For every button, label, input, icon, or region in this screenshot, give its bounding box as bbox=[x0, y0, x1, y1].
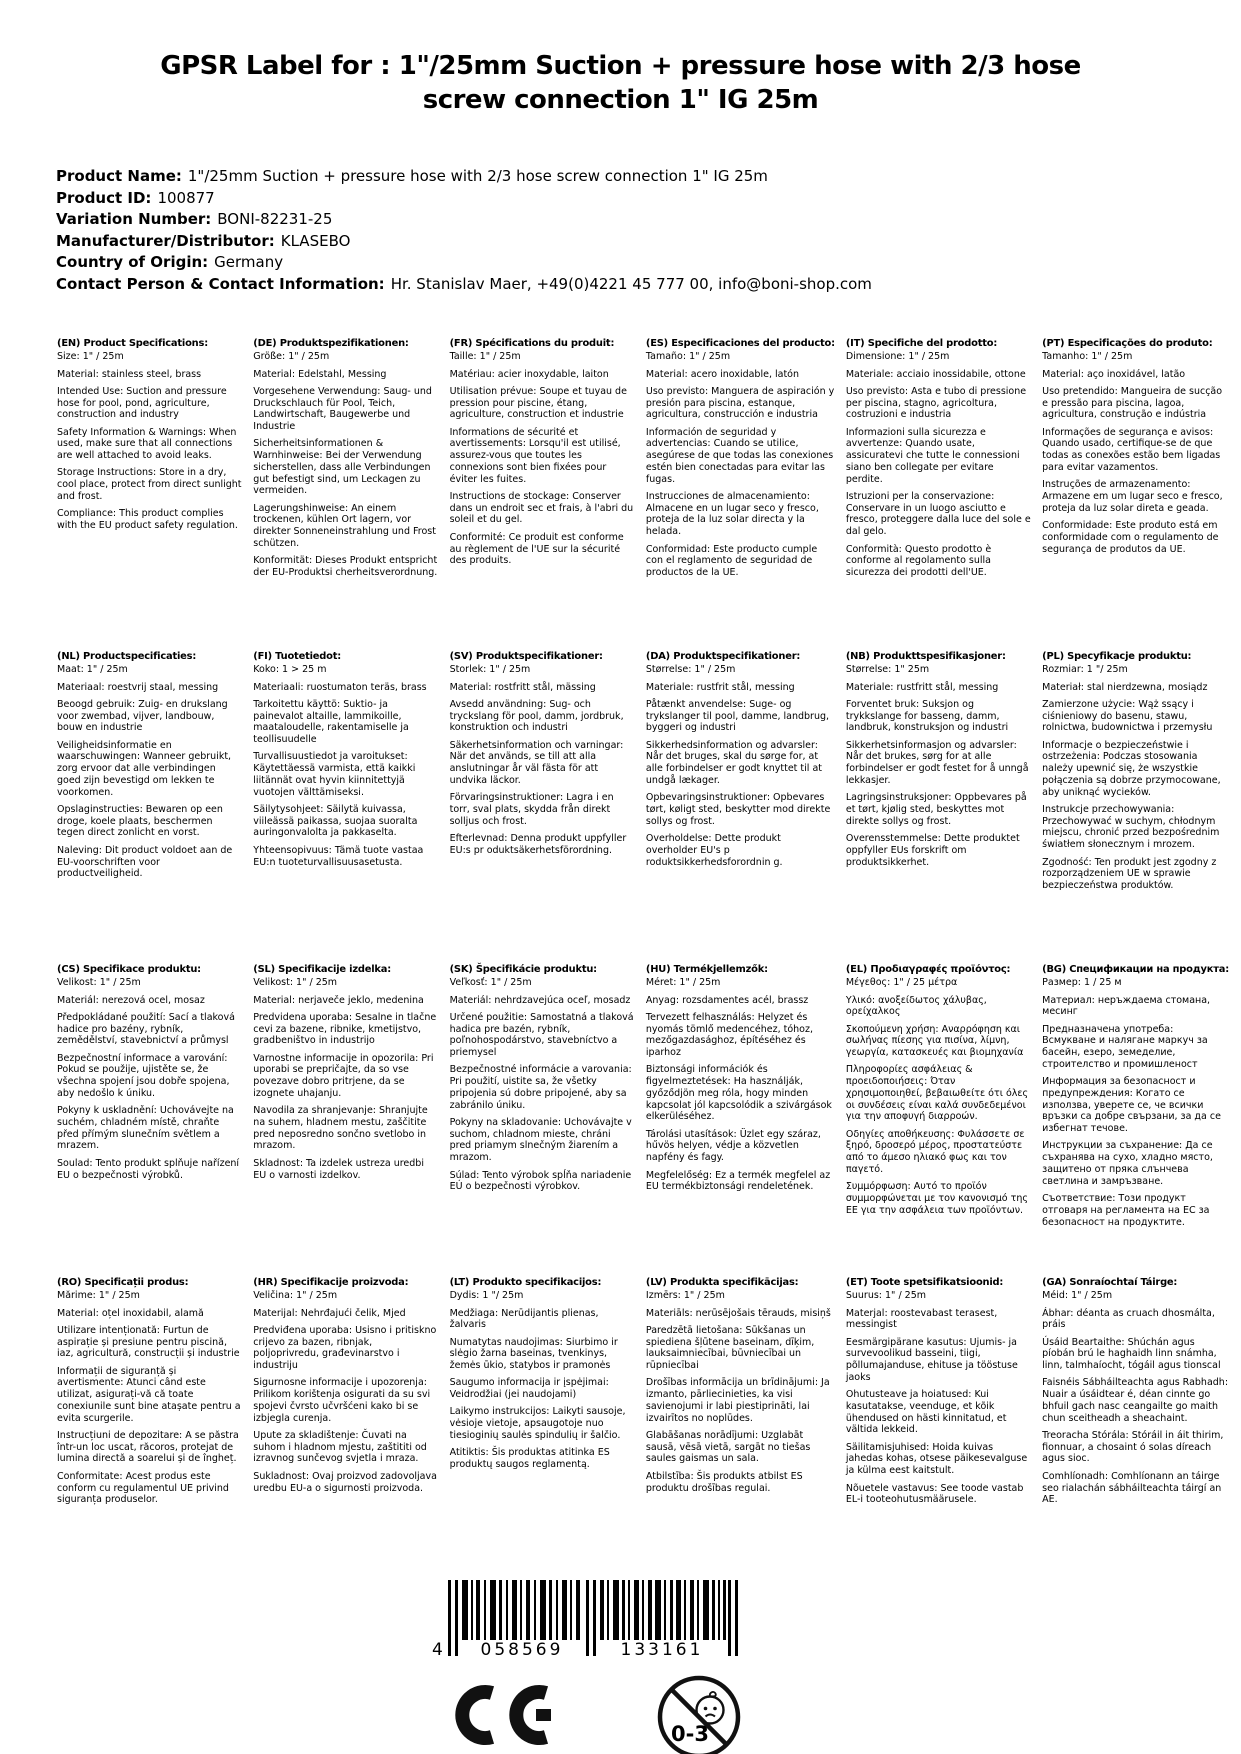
spec-safety-warnings: Sikkerhedsinformation og advarsler: Når det bruges, skal du sørge for, at alle forbindelser er godt knyttet til at undgå lækager. bbox=[645, 739, 822, 786]
spec-material: Anyag: rozsdamentes acél, brassz bbox=[645, 994, 809, 1006]
product-info-label: Variation Number: bbox=[56, 210, 212, 228]
spec-block bbox=[1042, 651, 1229, 964]
spec-material: Materiāls: nerūsējošais tērauds, misiņš bbox=[645, 1307, 831, 1319]
spec-block-title: (ES) Especificaciones del producto: bbox=[645, 338, 835, 349]
spec-intended-use: Beoogd gebruik: Zuig- en drukslang voor zwembad, vijver, landbouw, bouw en industrie bbox=[57, 698, 228, 734]
spec-safety-warnings: Informații de siguranță și avertismente: Atunci când este utilizat, asigurați-vă că toate conexiunile sunt bine atașate pentru a evita scurgerile. bbox=[57, 1365, 241, 1424]
spec-block-title: (FR) Spécifications du produit: bbox=[449, 338, 615, 349]
spec-block bbox=[646, 338, 835, 651]
spec-intended-use: Predvidena uporaba: Sesalne in tlačne cevi za bazene, ribnike, kmetijstvo, gradbeništvo in industrijo bbox=[253, 1011, 437, 1047]
spec-block-title: (HR) Specifikacije proizvoda: bbox=[253, 1277, 409, 1288]
spec-compliance: Atitiktis: Šis produktas atitinka ES produktų saugos reglamentą. bbox=[449, 1447, 610, 1470]
spec-block-title: (BG) Спецификации на продукта: bbox=[1042, 964, 1229, 975]
spec-material: Material: rostfritt stål, mässing bbox=[449, 681, 596, 693]
spec-safety-warnings: Informations de sécurité et avertissements: Lorsqu'il est utilisé, assurez-vous que toutes les connexions sont bien fixées pour éviter les fuites. bbox=[449, 426, 621, 485]
spec-safety-warnings: Saugumo informacija ir įspėjimai: Veidrodžiai (jei naudojami) bbox=[449, 1377, 609, 1401]
spec-block bbox=[57, 964, 242, 1277]
spec-storage: Pokyny k uskladnění: Uchovávejte na suchém, chladném místě, chraňte před přímým slunečním světlem a mrazem. bbox=[57, 1105, 234, 1152]
spec-size: Размер: 1 / 25 м bbox=[1042, 977, 1122, 989]
spec-size: Izmērs: 1" / 25m bbox=[645, 1290, 725, 1302]
spec-material: Materiale: rustfritt stål, messing bbox=[845, 681, 999, 693]
product-info-value: KLASEBO bbox=[280, 231, 351, 250]
spec-storage: Upute za skladištenje: Čuvati na suhom i hladnom mjestu, zaštititi od izravnog sunčevog svjetla i mraza. bbox=[253, 1429, 427, 1465]
spec-block bbox=[57, 651, 242, 964]
spec-block-title: (PT) Especificações do produto: bbox=[1042, 338, 1213, 349]
spec-intended-use: Numatytas naudojimas: Siurbimo ir slėgio žarna baseinas, tvenkinys, žemės ūkio, statybos ir pramonės bbox=[449, 1336, 618, 1372]
spec-material: Materiál: nehrdzavejúca oceľ, mosadz bbox=[449, 994, 631, 1006]
spec-size: Veličina: 1" / 25m bbox=[253, 1290, 338, 1302]
spec-storage: Treoracha Stórála: Stóráil in áit thirim, fionnuar, a chosaint ó solas díreach agus sioc. bbox=[1042, 1429, 1224, 1465]
spec-size: Veľkosť: 1" / 25m bbox=[449, 977, 532, 989]
spec-safety-warnings: Faisnéis Sábháilteachta agus Rabhadh: Nuair a úsáidtear é, déan cinnte go bhfuil gach nasc ceangailte go maith chun sceitheadh a sheachaint. bbox=[1042, 1377, 1229, 1424]
spec-storage: Οδηγίες αποθήκευσης: Φυλάσσετε σε ξηρό, δροσερό μέρος, προστατεύστε από το άμεσο ηλιακό φως και τον παγετό. bbox=[845, 1128, 1025, 1175]
product-info-label: Product Name: bbox=[56, 167, 182, 185]
spec-compliance: Conformità: Questo prodotto è conforme al regolamento sulla sicurezza dei prodotti dell'UE. bbox=[845, 543, 992, 579]
ean13-barcode bbox=[428, 1580, 758, 1664]
spec-intended-use: Forventet bruk: Suksjon og trykkslange for basseng, damm, landbruk, konstruksjon og industri bbox=[845, 698, 1009, 734]
spec-intended-use: Paredzētā lietošana: Sūkšanas un spiediena šļūtene baseinam, dīķim, lauksaimniecībai, būvniecībai un rūpniecībai bbox=[645, 1324, 815, 1372]
barcode-bars bbox=[428, 1580, 758, 1660]
spec-compliance: Skladnost: Ta izdelek ustreza uredbi EU o varnosti izdelkov. bbox=[253, 1157, 424, 1181]
spec-safety-warnings: Informações de segurança e avisos: Quando usado, certifique-se de que todas as conexões estão bem ligadas para evitar vazamentos. bbox=[1042, 426, 1221, 473]
spec-storage: Opbevaringsinstruktioner: Opbevares tørt, køligt sted, beskytter mod direkte sollys og frost. bbox=[645, 792, 831, 827]
spec-intended-use: Tarkoitettu käyttö: Suktio- ja painevalot altaille, lammikoille, maataloudelle, rakentamiselle ja teollisuudelle bbox=[253, 698, 409, 746]
spec-block bbox=[253, 964, 438, 1277]
spec-storage: Förvaringsinstruktioner: Lagra i en torr, sval plats, skydda från direkt solljus och frost. bbox=[449, 792, 614, 827]
spec-safety-warnings: Bezpečnostní informace a varování: Pokud se použije, ujistěte se, že všechna spojení jsou dobře spojena, aby nedošlo k úniku. bbox=[57, 1052, 230, 1099]
spec-intended-use: Σκοπούμενη χρήση: Αναρρόφηση και σωλήνας πίεσης για πισίνα, λίμνη, γεωργία, κατασκευές και βιομηχανία bbox=[845, 1023, 1024, 1059]
spec-block bbox=[846, 338, 1031, 651]
spec-block bbox=[57, 1277, 242, 1590]
spec-compliance: Conformidade: Este produto está em conformidade com o regulamento de segurança de produtos da UE. bbox=[1042, 519, 1219, 555]
spec-size: Méret: 1" / 25m bbox=[645, 977, 721, 989]
spec-block bbox=[1042, 1277, 1229, 1590]
spec-storage: Säilitamisjuhised: Hoida kuivas jahedas kohas, otsese päikesevalguse ja külma eest kaitstult. bbox=[845, 1441, 1028, 1477]
age-warning-text: 0-3 bbox=[671, 1722, 709, 1746]
spec-block-title: (DE) Produktspezifikationen: bbox=[253, 338, 409, 349]
spec-compliance: Zgodność: Ten produkt jest zgodny z rozporządzeniem UE w sprawie bezpieczeństwa produktów. bbox=[1042, 856, 1217, 892]
spec-storage: Lagringsinstruksjoner: Oppbevares på et tørt, kjølig sted, beskyttes mot direkte sollys og frost. bbox=[845, 792, 1027, 827]
spec-size: Size: 1" / 25m bbox=[57, 351, 124, 363]
barcode-digits-left: 058569 bbox=[480, 1640, 564, 1660]
spec-block bbox=[646, 651, 835, 964]
spec-block bbox=[450, 651, 635, 964]
spec-storage: Glabāšanas norādījumi: Uzglabāt sausā, vēsā vietā, sargāt no tiešas saules gaismas un sala. bbox=[645, 1429, 811, 1465]
spec-compliance: Conformidad: Este producto cumple con el reglamento de seguridad de productos de la UE. bbox=[645, 543, 818, 579]
spec-safety-warnings: Varnostne informacije in opozorila: Pri uporabi se prepričajte, da so vse povezave dobro pritrjene, da se izognete uhajanju. bbox=[253, 1052, 434, 1099]
spec-compliance: Conformitate: Acest produs este conform cu regulamentul UE privind siguranța produselor. bbox=[57, 1470, 229, 1506]
spec-safety-warnings: Sicherheitsinformationen & Warnhinweise: Bei der Verwendung sicherstellen, dass alle Verbindungen gut befestigt sind, um Leckagen zu vermeiden. bbox=[253, 438, 431, 497]
spec-size: Velikost: 1" / 25m bbox=[253, 977, 338, 989]
spec-safety-warnings: Veiligheidsinformatie en waarschuwingen: Wanneer gebruikt, zorg ervoor dat alle verbindingen goed zijn bevestigd om lekken te voorkomen. bbox=[57, 739, 232, 798]
spec-material: Matériau: acier inoxydable, laiton bbox=[449, 368, 609, 380]
spec-block bbox=[253, 338, 438, 651]
spec-block bbox=[450, 1277, 635, 1590]
spec-block-title: (HU) Termékjellemzők: bbox=[645, 964, 768, 975]
barcode-digits-right: 133161 bbox=[620, 1640, 704, 1660]
product-info-value: Germany bbox=[214, 253, 284, 271]
spec-block-title: (SK) Špecifikácie produktu: bbox=[449, 964, 597, 975]
spec-material: Materiaal: roestvrij staal, messing bbox=[57, 681, 219, 693]
spec-compliance: Comhlíonadh: Comhlíonann an táirge seo rialachán sábháilteachta táirgí an AE. bbox=[1042, 1470, 1222, 1506]
spec-size: Koko: 1 > 25 m bbox=[253, 664, 327, 676]
product-info-label: Country of Origin: bbox=[56, 253, 209, 271]
spec-intended-use: Tervezett felhasználás: Helyzet és nyomás tömlő medencéhez, tóhoz, mezőgazdasághoz, építéséhez és iparhoz bbox=[645, 1011, 814, 1059]
product-info-row bbox=[56, 231, 1201, 253]
spec-material: Materijal: Nehrđajući čelik, Mjed bbox=[253, 1307, 406, 1319]
spec-safety-warnings: Drošības informācija un brīdinājumi: Ja izmanto, pārliecinieties, ka visi savienojumi ir labi piestiprināti, lai izvairītos no noplūdes. bbox=[645, 1377, 830, 1424]
spec-size: Størrelse: 1" 25m bbox=[845, 664, 930, 676]
spec-block-title: (IT) Specifiche del prodotto: bbox=[845, 338, 998, 349]
spec-block-title: (GA) Sonraíochtaí Táirge: bbox=[1042, 1277, 1178, 1288]
spec-compliance: Overensstemmelse: Dette produktet oppfyller EUs forskrift om produktsikkerhet. bbox=[845, 832, 1020, 868]
spec-compliance: Súlad: Tento výrobok spĺňa nariadenie EÚ o bezpečnosti výrobkov. bbox=[449, 1169, 632, 1193]
spec-intended-use: Предназначена употреба: Всмукване и налягане маркуч за басейн, езеро, земеделие, строителство и промишленост bbox=[1042, 1023, 1208, 1070]
spec-block-title: (PL) Specyfikacje produktu: bbox=[1042, 651, 1192, 662]
product-info-value: 1"/25mm Suction + pressure hose with 2/3 hose screw connection 1" IG 25m bbox=[187, 167, 768, 185]
spec-storage: Instrucciones de almacenamiento: Almacene en un lugar seco y fresco, proteja de la luz solar directa y la helada. bbox=[645, 490, 819, 538]
spec-safety-warnings: Ohutusteave ja hoiatused: Kui kasutatakse, veenduge, et kõik ühendused on hästi kinnitatud, et vältida lekkeid. bbox=[845, 1389, 1007, 1436]
spec-material: Materjal: roostevabast terasest, messingist bbox=[845, 1307, 998, 1331]
spec-compliance: Overholdelse: Dette produkt overholder EU's p roduktsikkerhedsforordnin g. bbox=[645, 832, 783, 868]
spec-block-title: (EL) Προδιαγραφές προϊόντος: bbox=[845, 964, 1011, 975]
spec-size: Velikost: 1" / 25m bbox=[57, 977, 141, 989]
spec-compliance: Sukladnost: Ovaj proizvod zadovoljava uredbu EU-a o sigurnosti proizvoda. bbox=[253, 1470, 437, 1494]
spec-storage: Instruções de armazenamento: Armazene em um lugar seco e fresco, proteja da luz solar direta e geada. bbox=[1042, 479, 1223, 514]
product-info-value: 100877 bbox=[157, 188, 215, 207]
spec-compliance: Yhteensopivuus: Tämä tuote vastaa EU:n tuoteturvallisuusasetusta. bbox=[253, 844, 424, 868]
age-warning-0-3-icon bbox=[656, 1674, 742, 1754]
spec-size: Maat: 1" / 25m bbox=[57, 664, 128, 676]
spec-material: Material: Edelstahl, Messing bbox=[253, 368, 387, 380]
spec-storage: Pokyny na skladovanie: Uchovávajte v suchom, chladnom mieste, chráni pred priamym slnečným žiarením a mrazom. bbox=[449, 1116, 632, 1164]
spec-material: Materiale: acciaio inossidabile, ottone bbox=[845, 368, 1026, 380]
spec-safety-warnings: Información de seguridad y advertencias: Cuando se utilice, asegúrese de que todas las conexiones estén bien conectadas para evitar las fugas. bbox=[645, 426, 834, 485]
spec-block bbox=[846, 651, 1031, 964]
spec-safety-warnings: Sikkerhetsinformasjon og advarsler: Når det brukes, sørg for at alle forbindelser er godt festet for å unngå lekkasjer. bbox=[845, 739, 1029, 786]
spec-storage: Tárolási utasítások: Üzlet egy száraz, hűvös helyen, védje a közvetlen napfény és fagy. bbox=[645, 1128, 821, 1164]
spec-intended-use: Avsedd användning: Sug- och tryckslang för pool, damm, jordbruk, konstruktion och industri bbox=[449, 698, 624, 734]
ce-mark-icon bbox=[450, 1684, 568, 1746]
spec-size: Μέγεθος: 1" / 25 μέτρα bbox=[845, 977, 958, 989]
spec-block bbox=[450, 964, 635, 1277]
product-info-label: Contact Person & Contact Information: bbox=[56, 274, 385, 293]
spec-storage: Laikymo instrukcijos: Laikyti sausoje, vėsioje vietoje, apsaugotoje nuo tiesioginių saulės spindulių ir šalčio. bbox=[449, 1406, 626, 1441]
spec-intended-use: Uso previsto: Manguera de aspiración y presión para piscina, estanque, agricultura, construcción e industria bbox=[645, 385, 835, 421]
spec-size: Suurus: 1" / 25m bbox=[845, 1290, 927, 1302]
spec-material: Materiał: stal nierdzewna, mosiądz bbox=[1042, 681, 1208, 693]
spec-safety-warnings: Turvallisuustiedot ja varoitukset: Käytettäessä varmista, että kaikki liitännät ovat hyvin kiinnitettyjä vuotojen välttämiseksi. bbox=[253, 751, 416, 798]
spec-intended-use: Určené použitie: Samostatná a tlaková hadica pre bazén, rybník, poľnohospodárstvo, stavebníctvo a priemysel bbox=[449, 1011, 634, 1059]
spec-compliance: Συμμόρφωση: Αυτό το προϊόν συμμορφώνεται με τον κανονισμό της ΕΕ για την ασφάλεια των προϊόντων. bbox=[845, 1181, 1028, 1216]
spec-intended-use: Utilizare intenționată: Furtun de aspirație și presiune pentru piscină, iaz, agricultură, construcții și industrie bbox=[57, 1324, 240, 1360]
spec-block-title: (SL) Specifikacije izdelka: bbox=[253, 964, 392, 975]
spec-intended-use: Eesmärgipärane kasutus: Ujumis- ja survevoolikud basseini, tiigi, põllumajanduse, ehituse ja tööstuse jaoks bbox=[845, 1336, 1018, 1383]
spec-storage: Navodila za shranjevanje: Shranjujte na suhem, hladnem mestu, zaščitite pred neposredno sončno svetlobo in mrazom. bbox=[253, 1105, 428, 1152]
spec-compliance: Naleving: Dit product voldoet aan de EU-voorschriften voor productveiligheid. bbox=[57, 844, 233, 880]
spec-intended-use: Uso previsto: Asta e tubo di pressione per piscina, stagno, agricoltura, costruzioni e industria bbox=[845, 385, 1027, 421]
product-info-value: Hr. Stanislav Maer, +49(0)4221 45 777 00, info@boni-shop.com bbox=[390, 274, 872, 293]
spec-size: Dydis: 1 "/ 25m bbox=[449, 1290, 524, 1302]
spec-material: Υλικό: ανοξείδωτος χάλυβας, ορείχαλκος bbox=[845, 994, 987, 1018]
spec-block-title: (ET) Toote spetsifikatsioonid: bbox=[845, 1277, 1004, 1288]
spec-compliance: Compliance: This product complies with the EU product safety regulation. bbox=[57, 508, 238, 531]
spec-block bbox=[57, 338, 242, 651]
spec-size: Rozmiar: 1 "/ 25m bbox=[1042, 664, 1128, 676]
spec-block-title: (EN) Product Specifications: bbox=[57, 338, 208, 349]
spec-compliance: Conformité: Ce produit est conforme au règlement de l'UE sur la sécurité des produits. bbox=[449, 531, 624, 567]
spec-storage: Lagerungshinweise: An einem trockenen, kühlen Ort lagern, vor direkter Sonneneinstrahlung und Frost schützen. bbox=[253, 502, 436, 549]
spec-material: Materiale: rustfrit stål, messing bbox=[645, 681, 795, 693]
spec-safety-warnings: Informazioni sulla sicurezza e avvertenze: Quando usate, assicuratevi che tutte le connessioni siano ben collegate per evitare perdite. bbox=[845, 426, 1020, 485]
spec-intended-use: Utilisation prévue: Soupe et tuyau de pression pour piscine, étang, agriculture, construction et industrie bbox=[449, 385, 627, 421]
product-info-row bbox=[56, 252, 1201, 274]
spec-compliance: Soulad: Tento produkt splňuje nařízení EU o bezpečnosti výrobků. bbox=[57, 1157, 240, 1181]
spec-safety-warnings: Säkerhetsinformation och varningar: När det används, se till att alla anslutningar år väl fästa för att undvika läckor. bbox=[449, 739, 624, 786]
spec-material: Materiál: nerezová ocel, mosaz bbox=[57, 994, 205, 1006]
spec-material: Material: acero inoxidable, latón bbox=[645, 368, 800, 380]
spec-size: Mărime: 1" / 25m bbox=[57, 1290, 140, 1302]
product-info-row bbox=[56, 188, 1201, 210]
product-info bbox=[56, 166, 1201, 295]
spec-size: Größe: 1" / 25m bbox=[253, 351, 330, 363]
spec-storage: Instrukcje przechowywania: Przechowywać w suchym, chłodnym miejscu, chronić przed bezpośrednim światłem słonecznym i mrozem. bbox=[1042, 803, 1220, 851]
spec-safety-warnings: Информация за безопасност и предупреждения: Когато се използва, уверете се, че всички връзки са добре свързани, за да се избегнат течове. bbox=[1042, 1076, 1221, 1135]
spec-safety-warnings: Biztonsági információk és figyelmeztetések: Ha használják, győződjön meg róla, hogy minden kapcsolat jól kapcsolódik a szivárgások elkerüléséhez. bbox=[645, 1064, 832, 1123]
spec-intended-use: Påtænkt anvendelse: Suge- og trykslanger til pool, damme, landbrug, byggeri og industri bbox=[645, 698, 830, 734]
spec-compliance: Efterlevnad: Denna produkt uppfyller EU:s pr oduktsäkerhetsförordning. bbox=[449, 832, 627, 856]
spec-block-title: (LV) Produkta specifikācijas: bbox=[645, 1277, 799, 1288]
product-info-label: Manufacturer/Distributor: bbox=[56, 231, 275, 250]
product-info-row bbox=[56, 166, 1201, 188]
spec-compliance: Съответствие: Този продукт отговаря на регламента на ЕС за безопасност на продуктите. bbox=[1042, 1193, 1210, 1228]
spec-storage: Opslaginstructies: Bewaren op een droge, koele plaats, beschermen tegen direct zonlicht en vorst. bbox=[57, 803, 223, 839]
spec-compliance: Megfelelőség: Ez a termék megfelel az EU termékbiztonsági rendeletének. bbox=[645, 1169, 831, 1193]
spec-block bbox=[646, 1277, 835, 1590]
spec-storage: Instrucțiuni de depozitare: A se păstra într-un loc uscat, răcoros, protejat de lumina directă a soarelui și de îngheț. bbox=[57, 1429, 239, 1465]
spec-material: Material: oțel inoxidabil, alamă bbox=[57, 1307, 204, 1319]
spec-block-title: (LT) Produkto specifikacijos: bbox=[449, 1277, 602, 1288]
spec-block-title: (DA) Produktspecifikationer: bbox=[645, 651, 801, 662]
spec-compliance: Konformität: Dieses Produkt entspricht der EU-Produktsi cherheitsverordnung. bbox=[253, 555, 438, 579]
product-info-label: Product ID: bbox=[56, 188, 152, 207]
spec-block bbox=[253, 1277, 438, 1590]
spec-block bbox=[846, 1277, 1031, 1590]
spec-size: Storlek: 1" / 25m bbox=[449, 664, 531, 676]
spec-intended-use: Vorgesehene Verwendung: Saug- und Druckschlauch für Pool, Teich, Landwirtschaft, Baugewerbe und Industrie bbox=[253, 385, 432, 433]
spec-block-title: (SV) Produktspecifikationer: bbox=[449, 651, 603, 662]
spec-block-title: (NL) Productspecificaties: bbox=[57, 651, 197, 662]
spec-intended-use: Intended Use: Suction and pressure hose for pool, pond, agriculture, construction and industry bbox=[57, 385, 227, 421]
label-footer bbox=[428, 1580, 778, 1754]
spec-material: Material: nerjaveče jeklo, medenina bbox=[253, 994, 424, 1006]
compliance-symbols bbox=[428, 1674, 778, 1754]
product-info-row bbox=[56, 209, 1201, 231]
spec-intended-use: Předpokládané použití: Sací a tlaková hadice pro bazény, rybník, zemědělství, stavebnictví a průmysl bbox=[57, 1011, 235, 1047]
spec-size: Méid: 1" / 25m bbox=[1042, 1290, 1113, 1302]
spec-size: Størrelse: 1" / 25m bbox=[645, 664, 736, 676]
spec-safety-warnings: Safety Information & Warnings: When used, make sure that all connections are well attached to avoid leaks. bbox=[57, 426, 237, 462]
spec-storage: Istruzioni per la conservazione: Conservare in un luogo asciutto e fresco, proteggere dalla luce del sole e dal gelo. bbox=[845, 490, 1031, 538]
spec-block bbox=[1042, 338, 1229, 651]
spec-block bbox=[1042, 964, 1229, 1277]
barcode-digit-system: 4 bbox=[432, 1640, 443, 1660]
spec-block-title: (NB) Produkttspesifikasjoner: bbox=[845, 651, 1006, 662]
spec-block-title: (RO) Specificații produs: bbox=[57, 1277, 189, 1288]
spec-block bbox=[450, 338, 635, 651]
page-title: GPSR Label for : 1"/25mm Suction + pressure hose with 2/3 hose screw connection 1" IG 25m bbox=[160, 51, 1081, 115]
spec-material: Medžiaga: Nerūdijantis plienas, žalvaris bbox=[449, 1307, 599, 1331]
spec-intended-use: Uso pretendido: Mangueira de sucção e pressão para piscina, lagoa, agricultura, construção e indústria bbox=[1042, 385, 1223, 421]
spec-safety-warnings: Sigurnosne informacije i upozorenja: Prilikom korištenja osigurati da su svi spojevi čvrsto učvršćeni kako bi se izbjegla curenja. bbox=[253, 1377, 431, 1424]
spec-compliance: Nõuetele vastavus: See toode vastab EL-i tooteohutusmäärusele. bbox=[845, 1482, 1024, 1506]
spec-safety-warnings: Informacje o bezpieczeństwie i ostrzeżenia: Podczas stosowania należy upewnić się, że wszystkie połączenia są dobrze przymocowane, aby uniknąć wycieków. bbox=[1042, 739, 1221, 798]
spec-material: Материал: неръждаема стомана, месинг bbox=[1042, 994, 1211, 1018]
language-specs-grid bbox=[57, 338, 1229, 1590]
product-info-row bbox=[56, 274, 1201, 296]
spec-material: Material: stainless steel, brass bbox=[57, 368, 202, 380]
product-info-value: BONI-82231-25 bbox=[217, 210, 333, 228]
spec-size: Tamanho: 1" / 25m bbox=[1042, 351, 1133, 363]
spec-block-title: (FI) Tuotetiedot: bbox=[253, 651, 341, 662]
spec-storage: Säilytysohjeet: Säilytä kuivassa, viileässä paikassa, suojaa suoralta auringonvalolta ja pakkaselta. bbox=[253, 803, 418, 839]
spec-intended-use: Úsáid Beartaithe: Shúchán agus píobán brú le haghaidh linn snámha, linn, talmhaíocht, tógáil agus tionscal bbox=[1042, 1336, 1221, 1372]
spec-storage: Storage Instructions: Store in a dry, cool place, protect from direct sunlight and frost. bbox=[57, 467, 242, 502]
spec-material: Materiaali: ruostumaton teräs, brass bbox=[253, 681, 427, 693]
spec-size: Tamaño: 1" / 25m bbox=[645, 351, 731, 363]
spec-material: Ábhar: déanta as cruach dhosmálta, práis bbox=[1042, 1307, 1215, 1331]
spec-size: Taille: 1" / 25m bbox=[449, 351, 521, 363]
spec-safety-warnings: Bezpečnostné informácie a varovania: Pri použití, uistite sa, že všetky pripojenia sú dobre pripojené, aby sa zabránilo úniku. bbox=[449, 1064, 632, 1111]
spec-block-title: (CS) Specifikace produktu: bbox=[57, 964, 201, 975]
spec-size: Dimensione: 1" / 25m bbox=[845, 351, 950, 363]
spec-intended-use: Zamierzone użycie: Wąż ssący i ciśnieniowy do basenu, stawu, rolnictwa, budownictwa i przemysłu bbox=[1042, 698, 1213, 734]
spec-compliance: Atbilstība: Šis produkts atbilst ES produktu drošības regulai. bbox=[645, 1470, 803, 1494]
spec-storage: Инструкции за съхранение: Да се съхранява на сухо, хладно място, защитено от пряка слънчева светлина и замръзване. bbox=[1042, 1140, 1213, 1187]
spec-intended-use: Predviđena uporaba: Usisno i pritiskno crijevo za bazen, ribnjak, poljoprivredu, građevinarstvo i industriju bbox=[253, 1324, 437, 1372]
spec-block bbox=[646, 964, 835, 1277]
spec-material: Material: aço inoxidável, latão bbox=[1042, 368, 1186, 380]
spec-storage: Instructions de stockage: Conserver dans un endroit sec et frais, à l'abri du soleil et du gel. bbox=[449, 490, 634, 526]
spec-block bbox=[253, 651, 438, 964]
spec-safety-warnings: Πληροφορίες ασφάλειας & προειδοποιήσεις: Όταν χρησιμοποιηθεί, βεβαιωθείτε ότι όλες οι συνδέσεις είναι καλά συνδεδεμένοι για την αποφυγή διαρροών. bbox=[845, 1064, 1029, 1123]
spec-block bbox=[846, 964, 1031, 1277]
